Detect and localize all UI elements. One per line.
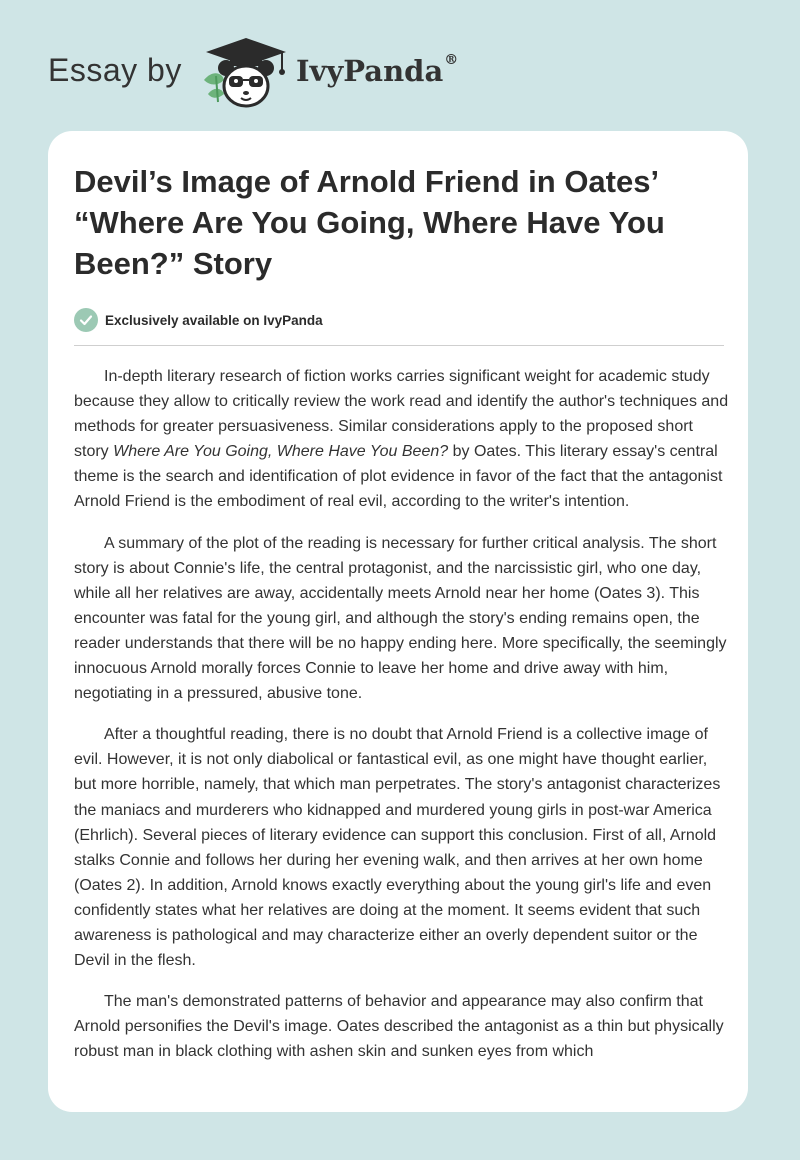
check-circle-icon: [74, 308, 98, 332]
essay-title: Devil’s Image of Arnold Friend in Oates’ “Where Are You Going, Where Have You Been?” Story: [74, 164, 665, 281]
essay-body: [74, 364, 729, 1080]
paragraph-text: by Oates. This literary essay's central theme is the search and identification of plot evidence in favor of the fact that the antagonist Arnold Friend is the embodiment of real evil, according to the writer's intention.: [74, 443, 723, 511]
panda-graduate-icon[interactable]: [202, 36, 290, 110]
essay-card: [48, 131, 748, 1112]
paragraph: [74, 364, 729, 515]
paragraph-text: In-depth literary research of fiction works carries significant weight for academic study because they allow to critically review the work read and identify the author's techniques and methods for greater persuasiveness. Similar considerations apply to the proposed short story: [74, 368, 729, 461]
availability-text: Exclusively available on IvyPanda: [105, 312, 323, 328]
registered-mark: ®: [444, 52, 459, 68]
paragraph: After a thoughtful reading, there is no doubt that Arnold Friend is a collective image of evil. However, it is not only diabolical or fantastical evil, as one might have thought earlier, but more horrible, namely, that which man perpetrates. The story's antagonist characterizes the maniacs and murderers who kidnapped and murdered young girls in post-war America (Ehrlich). Several pieces of literary evidence can support this conclusion. First of all, Arnold stalks Connie and follows her during her evening walk, and then arrives at her own home (Oates 2). In addition, Arnold knows exactly everything about the young girl's life and even confidently states what her relatives are doing at the moment. It seems evident that such awareness is pathological and may characterize either an overly dependent suitor or the Devil in the flesh.: [74, 726, 721, 970]
brand-name: IvyPanda: [296, 54, 444, 88]
availability-badge: [74, 308, 323, 332]
essay-by-label: Essay by: [48, 52, 182, 88]
divider: [74, 345, 724, 346]
ivypanda-logo[interactable]: [296, 54, 458, 88]
site-header: [0, 0, 800, 130]
story-title-italic: Where Are You Going, Where Have You Been?: [113, 443, 449, 461]
paragraph: A summary of the plot of the reading is necessary for further critical analysis. The short story is about Connie's life, the central protagonist, and the narcissistic girl, who one day, while all her relatives are away, accidentally meets Arnold near her home (Oates 3). This encounter was fatal for the young girl, and although the story's ending remains open, the reader understands that there will be no happy ending here. More specifically, the seemingly innocuous Arnold morally forces Connie to leave her home and drive away with him, negotiating in a pressured, abusive tone.: [74, 534, 727, 703]
paragraph: The man's demonstrated patterns of behavior and appearance may also confirm that Arnold personifies the Devil's image. Oates described the antagonist as a thin but physically robust man in black clothing with ashen skin and sunken eyes from which: [74, 993, 724, 1061]
